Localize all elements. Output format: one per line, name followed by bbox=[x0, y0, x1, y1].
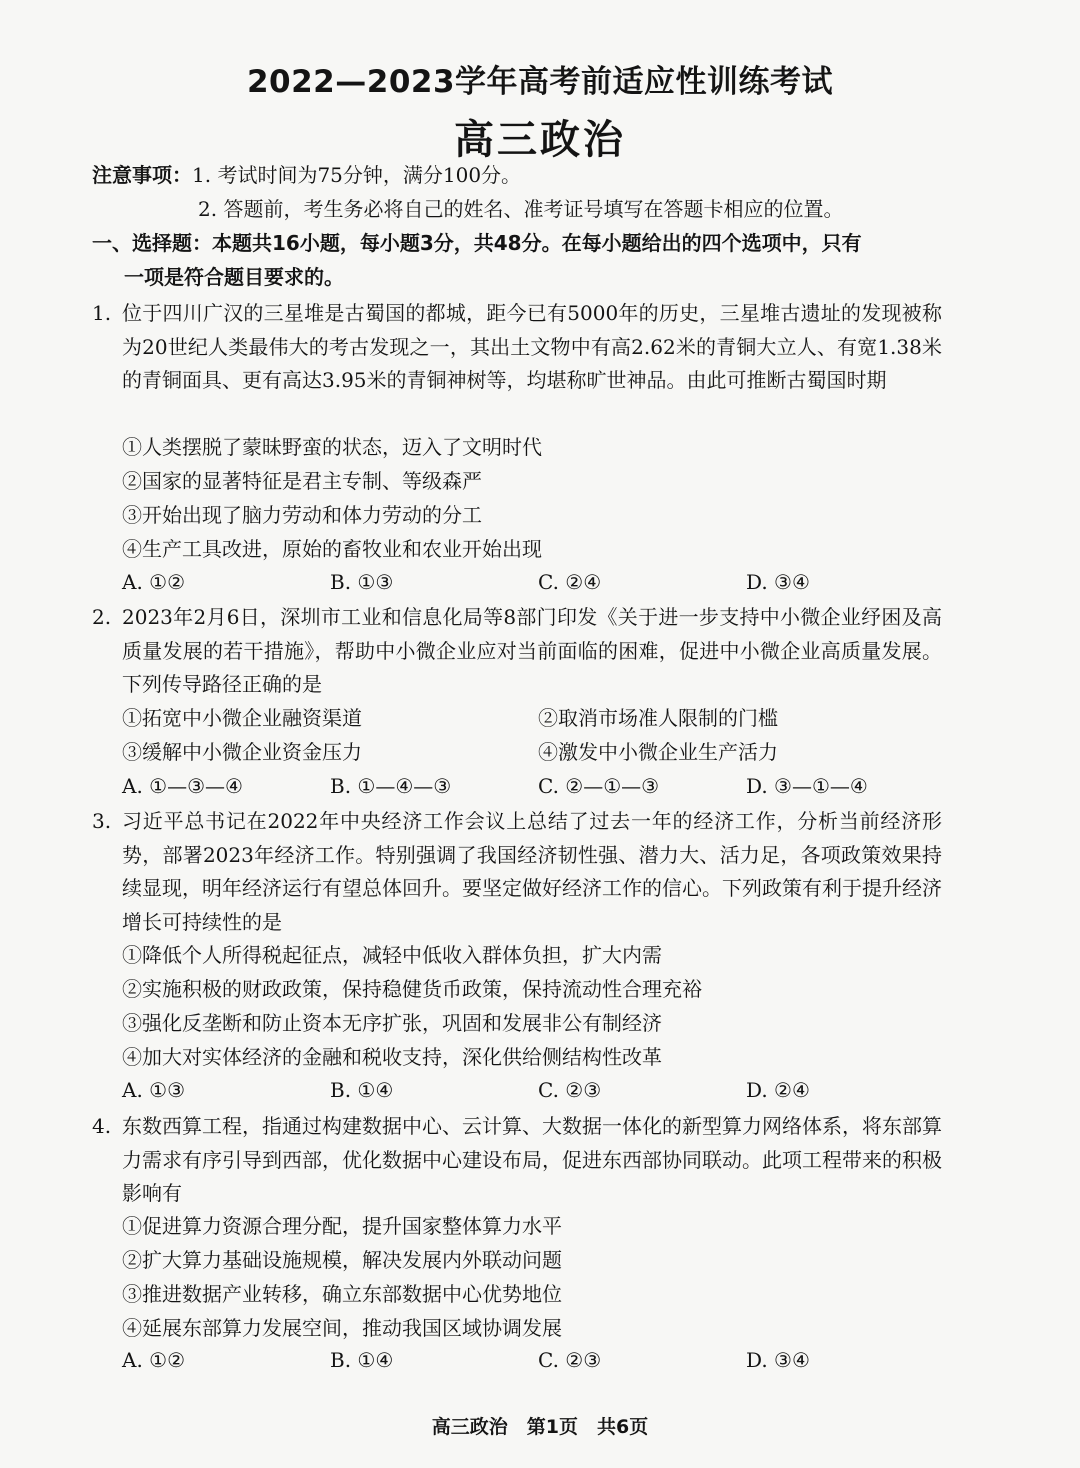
question-4-option-c: C. ②③ bbox=[538, 1348, 602, 1372]
question-1-option-b: B. ①③ bbox=[330, 570, 394, 594]
question-3-item: ①降低个人所得税起征点，减轻中低收入群体负担，扩大内需 bbox=[122, 943, 662, 967]
question-4-number: 4. bbox=[92, 1114, 112, 1138]
question-2-item: ②取消市场准人限制的门槛 bbox=[538, 706, 778, 730]
question-2-option-d: D. ③—①—④ bbox=[746, 774, 868, 798]
question-1-item: ②国家的显著特征是君主专制、等级森严 bbox=[122, 469, 482, 493]
exam-title: 2022—2023学年高考前适应性训练考试 bbox=[246, 64, 834, 100]
notes-item-2: 2. 答题前，考生务必将自己的姓名、准考证号填写在答题卡相应的位置。 bbox=[198, 197, 844, 221]
question-2-item: ④激发中小微企业生产活力 bbox=[538, 740, 778, 764]
page-footer: 高三政治 第1页 共6页 bbox=[431, 1416, 649, 1438]
question-1-option-c: C. ②④ bbox=[538, 570, 602, 594]
question-1-option-d: D. ③④ bbox=[746, 570, 810, 594]
question-2-stem: 2023年2月6日，深圳市工业和信息化局等8部门印发《关于进一步支持中小微企业纾困及高质量发展的若干措施》，帮助中小微企业应对当前面临的困难，促进中小微企业高质量发展。下列传导路径正确的是 bbox=[122, 605, 942, 696]
question-4-stem: 东数西算工程，指通过构建数据中心、云计算、大数据一体化的新型算力网络体系，将东部算力需求有序引导到西部，优化数据中心建设布局，促进东西部协同联动。此项工程带来的积极影响有 bbox=[122, 1114, 942, 1205]
question-1-number: 1. bbox=[92, 301, 112, 325]
question-4-item: ③推进数据产业转移，确立东部数据中心优势地位 bbox=[122, 1282, 562, 1306]
subject-title: 高三政治 bbox=[454, 117, 626, 163]
section-header-cont: 一项是符合题目要求的。 bbox=[124, 265, 344, 289]
question-4-option-b: B. ①④ bbox=[330, 1348, 394, 1372]
notes bbox=[92, 160, 521, 190]
question-4-item: ④延展东部算力发展空间，推动我国区域协调发展 bbox=[122, 1316, 562, 1340]
question-4-item: ②扩大算力基础设施规模，解决发展内外联动问题 bbox=[122, 1248, 562, 1272]
question-4-option-a: A. ①② bbox=[122, 1348, 186, 1372]
question-2-option-c: C. ②—①—③ bbox=[538, 774, 660, 798]
question-3-item: ②实施积极的财政政策，保持稳健货币政策，保持流动性合理充裕 bbox=[122, 977, 702, 1001]
question-3-item: ④加大对实体经济的金融和税收支持，深化供给侧结构性改革 bbox=[122, 1045, 662, 1069]
question-4-option-d: D. ③④ bbox=[746, 1348, 810, 1372]
question-3-stem: 习近平总书记在2022年中央经济工作会议上总结了过去一年的经济工作，分析当前经济形势，部署2023年经济工作。特别强调了我国经济韧性强、潜力大、活力足，各项政策效果持续显现，明年经济运行有望总体回升。要坚定做好经济工作的信心。下列政策有利于提升经济增长可持续性的是 bbox=[122, 809, 942, 934]
question-3-option-b: B. ①④ bbox=[330, 1078, 394, 1102]
question-3-item: ③强化反垄断和防止资本无序扩张，巩固和发展非公有制经济 bbox=[122, 1011, 662, 1035]
question-3-option-a: A. ①③ bbox=[122, 1078, 186, 1102]
question-1-option-a: A. ①② bbox=[122, 570, 186, 594]
question-1-stem: 位于四川广汉的三星堆是古蜀国的都城，距今已有5000年的历史，三星堆古遗址的发现被称为20世纪人类最伟大的考古发现之一，其出土文物中有高2.62米的青铜大立人、有宽1.38米的青铜面具、更有高达3.95米的青铜神树等，均堪称旷世神品。由此可推断古蜀国时期 bbox=[122, 301, 942, 392]
question-2-item: ③缓解中小微企业资金压力 bbox=[122, 740, 362, 764]
question-2-option-b: B. ①—④—③ bbox=[330, 774, 452, 798]
question-1-item: ④生产工具改进，原始的畜牧业和农业开始出现 bbox=[122, 537, 542, 561]
question-4-item: ①促进算力资源合理分配，提升国家整体算力水平 bbox=[122, 1214, 562, 1238]
question-3-number: 3. bbox=[92, 809, 112, 833]
question-2-option-a: A. ①—③—④ bbox=[122, 774, 243, 798]
notes-item-1: 1. 考试时间为75分钟，满分100分。 bbox=[192, 163, 522, 187]
question-2-item: ①拓宽中小微企业融资渠道 bbox=[122, 706, 362, 730]
question-3-option-c: C. ②③ bbox=[538, 1078, 602, 1102]
section-header: 一、选择题：本题共16小题，每小题3分，共48分。在每小题给出的四个选项中，只有 bbox=[92, 231, 862, 255]
question-1-item: ①人类摆脱了蒙昧野蛮的状态，迈入了文明时代 bbox=[122, 435, 542, 459]
notes-label: 注意事项： bbox=[92, 163, 192, 187]
question-2-number: 2. bbox=[92, 605, 112, 629]
question-1-item: ③开始出现了脑力劳动和体力劳动的分工 bbox=[122, 503, 482, 527]
question-3-option-d: D. ②④ bbox=[746, 1078, 810, 1102]
